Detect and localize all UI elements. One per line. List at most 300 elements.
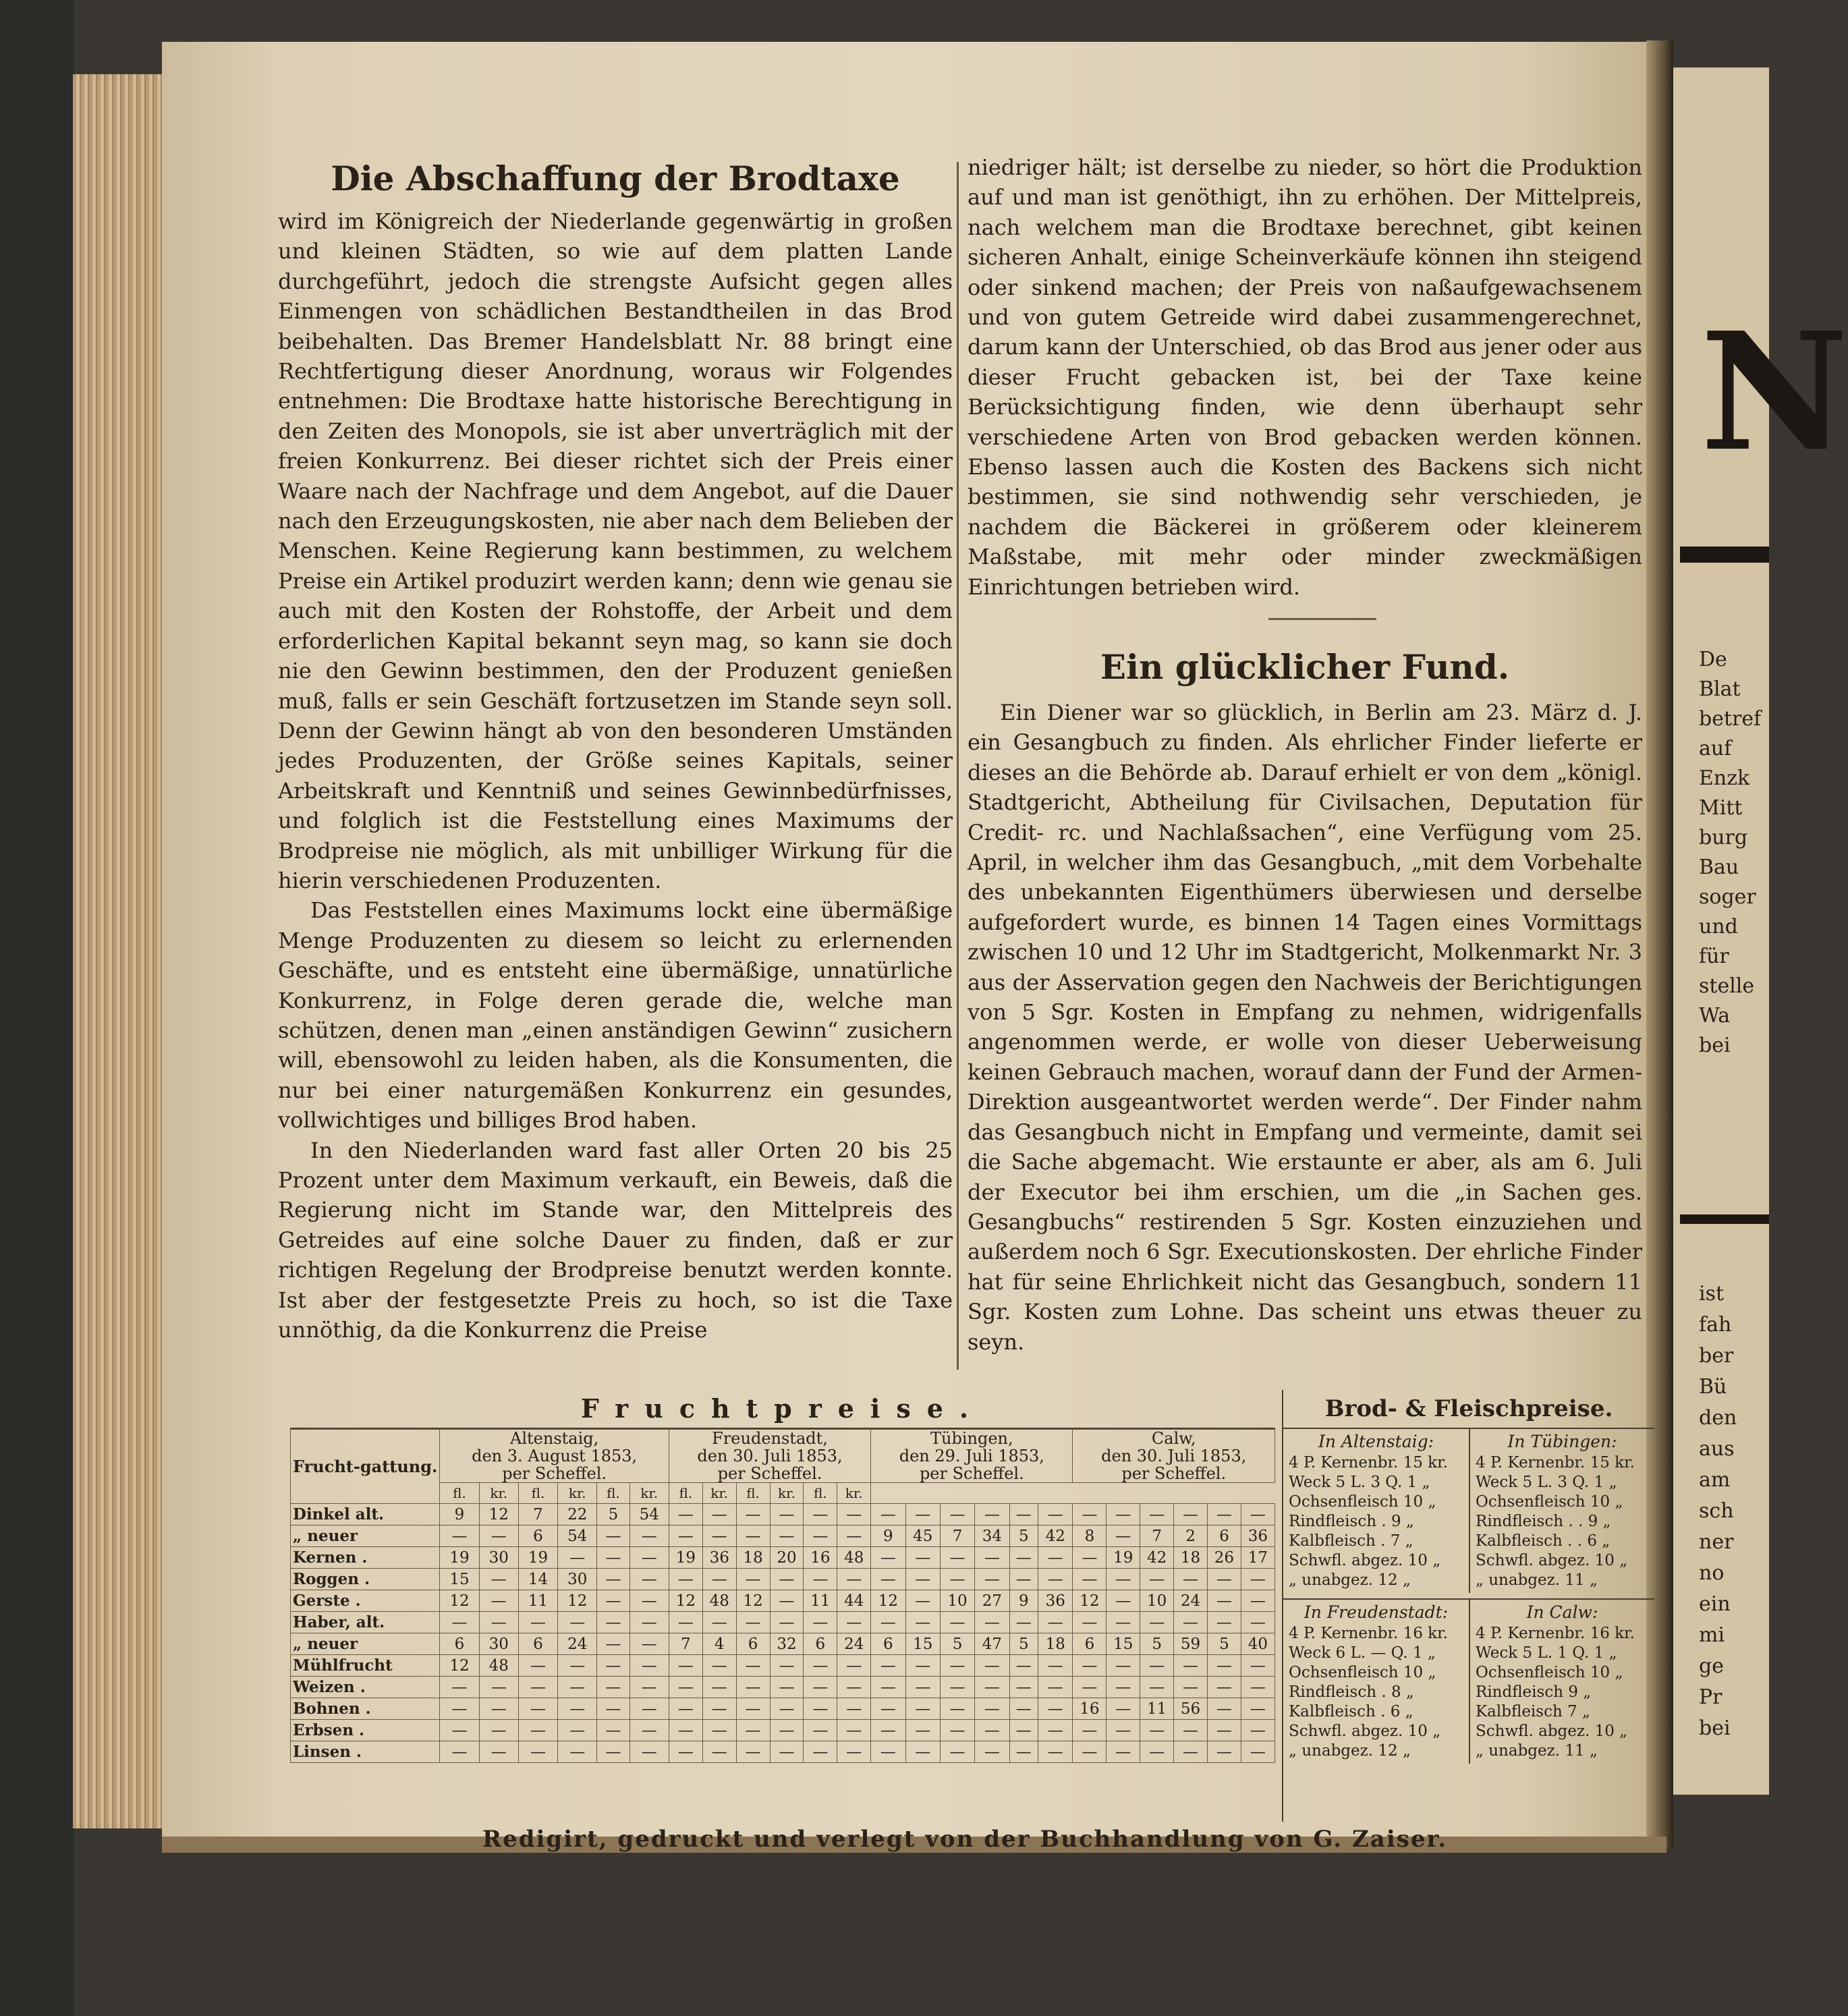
brodpreise-line: Weck 5 L. 3 Q. 1 „ [1289, 1474, 1430, 1491]
price-cell: — [871, 1612, 905, 1633]
market-header-place: Freudenstadt, [712, 1429, 828, 1448]
table-row [291, 1741, 1275, 1763]
price-cell: — [629, 1741, 669, 1763]
unit-label: kr. [629, 1483, 669, 1504]
unit-label: kr. [702, 1483, 736, 1504]
price-cell: — [975, 1741, 1009, 1763]
price-cell: — [597, 1741, 629, 1763]
price-cell: — [629, 1633, 669, 1655]
price-cell: — [1038, 1698, 1073, 1720]
price-cell: 10 [940, 1590, 974, 1612]
price-cell: — [1241, 1612, 1275, 1633]
grain-name: Erbsen . [291, 1720, 440, 1741]
price-cell: — [558, 1677, 597, 1698]
grain-name: Haber, alt. [291, 1612, 440, 1633]
next-page-line: bei [1699, 1716, 1731, 1740]
next-page-line: Bau [1699, 856, 1739, 879]
price-cell: — [1073, 1504, 1107, 1525]
table-row [291, 1612, 1275, 1633]
price-cell: — [1207, 1655, 1241, 1677]
next-page-line: ner [1699, 1530, 1734, 1554]
price-cell: — [905, 1698, 940, 1720]
price-cell: — [1207, 1677, 1241, 1698]
price-cell: — [905, 1590, 940, 1612]
price-cell: — [1241, 1698, 1275, 1720]
table-row [291, 1547, 1275, 1569]
price-cell: 6 [804, 1633, 837, 1655]
price-cell: — [736, 1655, 770, 1677]
brodpreise-line: „ unabgez. 11 „ [1476, 1571, 1598, 1589]
price-cell: 54 [629, 1504, 669, 1525]
price-cell: 4 [702, 1633, 736, 1655]
next-page-line: Mitt [1699, 796, 1743, 820]
brodpreise-line: „ unabgez. 12 „ [1289, 1742, 1411, 1760]
price-cell: — [1038, 1655, 1073, 1677]
price-cell: — [702, 1720, 736, 1741]
unit-label: kr. [479, 1483, 518, 1504]
price-cell: — [837, 1504, 871, 1525]
price-cell: — [975, 1547, 1009, 1569]
article2-title-block [968, 642, 1642, 692]
next-page-line: den [1699, 1406, 1737, 1430]
price-cell: — [558, 1547, 597, 1569]
table-row [291, 1698, 1275, 1720]
price-cell: 32 [770, 1633, 804, 1655]
next-page-fragment [1673, 67, 1848, 1795]
price-cell: — [1207, 1504, 1241, 1525]
price-cell: 20 [770, 1547, 804, 1569]
price-cell: — [1009, 1547, 1038, 1569]
price-cell: 7 [1140, 1525, 1174, 1547]
price-cell: 45 [905, 1525, 940, 1547]
price-cell: 19 [440, 1547, 479, 1569]
price-cell: 48 [702, 1590, 736, 1612]
fruchtpreise-corner: Frucht-gattung. [291, 1430, 440, 1504]
price-cell: 59 [1174, 1633, 1208, 1655]
price-cell: — [1038, 1504, 1073, 1525]
next-page-line: betref [1699, 707, 1762, 731]
price-cell: — [1038, 1547, 1073, 1569]
price-cell: 24 [1174, 1590, 1208, 1612]
grain-name: Dinkel alt. [291, 1504, 440, 1525]
market-header-place: Tübingen, [930, 1429, 1013, 1448]
price-cell: — [871, 1677, 905, 1698]
price-cell: — [479, 1741, 518, 1763]
price-cell: — [1174, 1612, 1208, 1633]
page-edges [73, 74, 167, 1828]
price-cell: 18 [1038, 1633, 1073, 1655]
price-cell: — [736, 1741, 770, 1763]
price-cell: — [1073, 1569, 1107, 1590]
price-cell: 11 [518, 1590, 557, 1612]
price-cell: — [1207, 1720, 1241, 1741]
price-cell: — [1073, 1655, 1107, 1677]
price-cell: — [1107, 1569, 1140, 1590]
price-cell: — [804, 1569, 837, 1590]
price-cell: — [837, 1698, 871, 1720]
brodpreise-line: Weck 5 L. 3 Q. 1 „ [1476, 1474, 1617, 1491]
price-cell: — [1073, 1741, 1107, 1763]
price-cell: — [770, 1525, 804, 1547]
brodpreise-line: Schwfl. abgez. 10 „ [1289, 1552, 1441, 1569]
price-cell: — [940, 1741, 974, 1763]
next-page-line: stelle [1699, 974, 1755, 998]
unit-label: kr. [837, 1483, 871, 1504]
price-cell: — [1009, 1720, 1038, 1741]
price-cell: — [905, 1569, 940, 1590]
price-cell: — [837, 1741, 871, 1763]
price-cell: — [702, 1504, 736, 1525]
price-cell: — [479, 1677, 518, 1698]
table-row [291, 1633, 1275, 1655]
price-cell: 16 [1073, 1698, 1107, 1720]
price-cell: — [669, 1525, 702, 1547]
price-cell: — [1241, 1677, 1275, 1698]
price-cell: 30 [558, 1569, 597, 1590]
price-cell: — [479, 1569, 518, 1590]
price-cell: 12 [440, 1655, 479, 1677]
price-cell: 9 [871, 1525, 905, 1547]
price-cell: — [1207, 1612, 1241, 1633]
price-cell: — [736, 1569, 770, 1590]
price-cell: — [440, 1698, 479, 1720]
price-cell: — [440, 1525, 479, 1547]
brodpreise-line: Rindfleisch . 9 „ [1289, 1513, 1414, 1530]
price-cell: — [597, 1612, 629, 1633]
price-cell: 5 [1009, 1633, 1038, 1655]
price-cell: — [479, 1590, 518, 1612]
price-cell: — [1009, 1677, 1038, 1698]
price-cell: — [940, 1612, 974, 1633]
price-cell: — [1009, 1504, 1038, 1525]
price-cell: — [871, 1504, 905, 1525]
price-cell: — [1073, 1720, 1107, 1741]
brodpreise-line: Ochsenfleisch 10 „ [1289, 1493, 1436, 1511]
price-cell: — [1241, 1590, 1275, 1612]
price-cell: — [940, 1504, 974, 1525]
unit-label: kr. [770, 1483, 804, 1504]
price-cell: 10 [1140, 1590, 1174, 1612]
price-cell: — [1073, 1612, 1107, 1633]
price-cell: — [558, 1720, 597, 1741]
next-page-line: De [1699, 648, 1727, 671]
price-cell: 5 [1140, 1633, 1174, 1655]
fruchtpreise-title: Fruchtpreise. [290, 1390, 1275, 1429]
next-page-rule [1680, 547, 1769, 563]
table-row [291, 1677, 1275, 1698]
price-cell: — [1038, 1612, 1073, 1633]
market-header-date: den 30. Juli 1853, [1101, 1447, 1247, 1465]
price-cell: 6 [518, 1525, 557, 1547]
brodpreise-place-name: In Altenstaig: [1318, 1432, 1434, 1451]
price-cell: — [871, 1547, 905, 1569]
price-cell: — [736, 1677, 770, 1698]
price-cell: 12 [440, 1590, 479, 1612]
price-cell: — [1009, 1698, 1038, 1720]
price-cell: — [597, 1569, 629, 1590]
brodpreise-line: 4 P. Kernenbr. 16 kr. [1476, 1625, 1635, 1642]
unit-label: fl. [736, 1483, 770, 1504]
brodpreise-line: Rindfleisch . 8 „ [1289, 1683, 1414, 1701]
market-header [669, 1430, 870, 1483]
brodpreise-grid-top [1283, 1429, 1654, 1593]
market-header-unit: per Scheffel. [502, 1464, 607, 1483]
price-cell: 12 [479, 1504, 518, 1525]
brodpreise-line: Kalbfleisch . 7 „ [1289, 1532, 1413, 1550]
price-cell: — [804, 1655, 837, 1677]
price-cell: — [804, 1741, 837, 1763]
price-cell: 5 [1009, 1525, 1038, 1547]
price-cell: — [558, 1698, 597, 1720]
price-cell: — [702, 1677, 736, 1698]
price-cell: — [770, 1720, 804, 1741]
price-cell: — [1207, 1590, 1241, 1612]
price-cell: — [736, 1612, 770, 1633]
grain-name: Linsen . [291, 1741, 440, 1763]
brodpreise-line: Schwfl. abgez. 10 „ [1476, 1552, 1628, 1569]
price-cell: 48 [479, 1655, 518, 1677]
price-cell: 6 [440, 1633, 479, 1655]
price-cell: — [975, 1569, 1009, 1590]
price-cell: — [804, 1677, 837, 1698]
price-cell: — [804, 1698, 837, 1720]
price-cell: — [940, 1569, 974, 1590]
grain-name: Roggen . [291, 1569, 440, 1590]
price-cell: 5 [1207, 1633, 1241, 1655]
price-cell: — [597, 1720, 629, 1741]
price-cell: — [770, 1655, 804, 1677]
price-cell: — [871, 1569, 905, 1590]
price-cell: — [1174, 1504, 1208, 1525]
price-cell: — [871, 1655, 905, 1677]
price-cell: — [940, 1698, 974, 1720]
price-cell: 6 [1207, 1525, 1241, 1547]
price-cell: — [1140, 1504, 1174, 1525]
price-cell: — [669, 1698, 702, 1720]
price-cell: — [837, 1677, 871, 1698]
price-cell: 11 [804, 1590, 837, 1612]
article1-title: Die Abschaffung der Brodtaxe [331, 159, 900, 198]
price-cell: 48 [837, 1547, 871, 1569]
price-cell: 30 [479, 1633, 518, 1655]
price-cell: — [629, 1612, 669, 1633]
price-cell: — [804, 1612, 837, 1633]
price-cell: — [702, 1698, 736, 1720]
price-cell: 19 [669, 1547, 702, 1569]
unit-label: fl. [804, 1483, 837, 1504]
price-cell: 16 [804, 1547, 837, 1569]
grain-name: „ neuer [291, 1633, 440, 1655]
market-header-unit: per Scheffel. [717, 1464, 822, 1483]
price-cell: 15 [905, 1633, 940, 1655]
price-cell: — [1009, 1612, 1038, 1633]
price-cell: — [1140, 1569, 1174, 1590]
market-header-date: den 3. August 1853, [472, 1447, 638, 1465]
market-header-date: den 30. Juli 1853, [697, 1447, 843, 1465]
price-cell: — [558, 1655, 597, 1677]
price-cell: — [702, 1741, 736, 1763]
price-cell: — [1009, 1569, 1038, 1590]
price-cell: — [629, 1547, 669, 1569]
next-page-line: ein [1699, 1592, 1731, 1616]
price-cell: — [669, 1655, 702, 1677]
price-cell: — [1073, 1547, 1107, 1569]
price-cell: 36 [1241, 1525, 1275, 1547]
price-cell: 9 [440, 1504, 479, 1525]
table-row [291, 1590, 1275, 1612]
price-cell: 9 [1009, 1590, 1038, 1612]
price-cell: — [905, 1504, 940, 1525]
price-cell: — [597, 1655, 629, 1677]
next-page-headline-letter: N [1700, 297, 1848, 487]
price-cell: 7 [940, 1525, 974, 1547]
next-page-line: burg [1699, 826, 1748, 849]
price-cell: 24 [837, 1633, 871, 1655]
price-cell: — [940, 1655, 974, 1677]
price-cell: — [905, 1612, 940, 1633]
price-cell: 56 [1174, 1698, 1208, 1720]
brodpreise-line: 4 P. Kernenbr. 15 kr. [1289, 1454, 1448, 1472]
price-cell: 14 [518, 1569, 557, 1590]
article-separator [1268, 618, 1376, 620]
article1-paragraph: In den Niederlanden ward fast aller Orten 20 bis 25 Prozent unter dem Maximum verkauft, ein Beweis, daß die Regierung nicht im Stande war, den Mittelpreis des Getreides auf eine solche Dauer zu finden, daß er zur richtigen Regelung der Brodpreise benutzt werden konnte. Ist aber der festgesetzte Preis zu hoch, so ist die Taxe unnöthig, da die Konkurrenz die Preise [278, 1137, 953, 1343]
price-cell: 34 [975, 1525, 1009, 1547]
price-cell: — [770, 1590, 804, 1612]
price-cell: 19 [1107, 1547, 1140, 1569]
price-cell: 36 [1038, 1590, 1073, 1612]
price-cell: — [770, 1698, 804, 1720]
market-header-unit: per Scheffel. [919, 1464, 1024, 1483]
market-header-place: Altenstaig, [510, 1429, 599, 1448]
price-cell: — [804, 1504, 837, 1525]
brodpreise-grid-bottom [1283, 1598, 1654, 1764]
price-cell: — [940, 1720, 974, 1741]
price-cell: — [770, 1569, 804, 1590]
price-cell: 8 [1073, 1525, 1107, 1547]
price-cell: — [558, 1741, 597, 1763]
price-cell: — [1107, 1698, 1140, 1720]
price-cell: — [736, 1525, 770, 1547]
price-cell: 5 [940, 1633, 974, 1655]
price-cell: — [669, 1677, 702, 1698]
price-cell: — [518, 1655, 557, 1677]
price-cell: 15 [440, 1569, 479, 1590]
fruchtpreise-table [290, 1429, 1275, 1763]
table-row [291, 1504, 1275, 1525]
next-page-line: Bü [1699, 1375, 1727, 1399]
column-right-bottom [968, 698, 1642, 1357]
price-cell: — [479, 1612, 518, 1633]
price-cell: 12 [669, 1590, 702, 1612]
price-cell: — [770, 1741, 804, 1763]
market-header-unit: per Scheffel. [1121, 1464, 1227, 1483]
next-page-line: Enzk [1699, 766, 1750, 790]
price-cell: 12 [558, 1590, 597, 1612]
price-cell: 15 [1107, 1633, 1140, 1655]
price-cell: — [1107, 1612, 1140, 1633]
price-cell: 26 [1207, 1547, 1241, 1569]
price-cell: — [871, 1698, 905, 1720]
market-header [1073, 1430, 1275, 1483]
brodpreise-place-name: In Freudenstadt: [1304, 1602, 1449, 1622]
price-cell: 6 [1073, 1633, 1107, 1655]
price-cell: 12 [871, 1590, 905, 1612]
article2-title: Ein glücklicher Fund. [1100, 647, 1510, 687]
price-cell: — [629, 1569, 669, 1590]
brodpreise-line: „ unabgez. 11 „ [1476, 1742, 1598, 1760]
book-cover [0, 0, 74, 2016]
price-cell: — [1038, 1677, 1073, 1698]
price-cell: — [629, 1698, 669, 1720]
price-cell: 44 [837, 1590, 871, 1612]
price-cell: 12 [736, 1590, 770, 1612]
table-row [291, 1720, 1275, 1741]
price-cell: — [597, 1590, 629, 1612]
price-cell: 42 [1140, 1547, 1174, 1569]
price-cell: — [1207, 1569, 1241, 1590]
fruchtpreise-table-block [290, 1390, 1275, 1822]
price-cell: 24 [558, 1633, 597, 1655]
grain-name: Mühlfrucht [291, 1655, 440, 1677]
price-cell: — [558, 1612, 597, 1633]
brodpreise-line: Schwfl. abgez. 10 „ [1289, 1723, 1441, 1740]
price-cell: 22 [558, 1504, 597, 1525]
price-cell: — [1174, 1741, 1208, 1763]
price-cell: — [1140, 1655, 1174, 1677]
price-cell: — [804, 1525, 837, 1547]
price-cell: — [1073, 1677, 1107, 1698]
price-cell: — [1038, 1569, 1073, 1590]
brodpreise-line: Kalbfleisch . 6 „ [1289, 1703, 1413, 1720]
article2-text: Ein Diener war so glücklich, in Berlin am 23. März d. J. ein Gesangbuch zu finden. Als ehrlicher Finder lieferte er dieses an die Behörde ab. Darauf erhielt er von dem „königl. Stadtgericht, Abtheilung für Civilsachen, Deputation für Credit- rc. und Nachlaßsachen“, eine Verfügung vom 25. April, in welcher ihm das Gesangbuch, „mit dem Vorbehalte des unbekannten Eigenthümers überwiesen und derselbe aufgefordert wurde, es binnen 14 Tagen eines Vormittags zwischen 10 und 12 Uhr im Stadtgericht, Molkenmarkt Nr. 3 aus der Asservation gegen den Nachweis der Berichtigungen von 5 Sgr. Kosten in Empfang zu nehmen, widrigenfalls angenommen werde, er wolle von dieser Ueberweisung keinen Gebrauch machen, worauf dann der Fund der Armen-Direktion ausgeantwortet werden werde“. Der Finder nahm das Gesangbuch nicht in Empfang und vermeinte, damit sei die Sache abgemacht. Wie erstaunte er aber, als am 6. Juli der Executor bei ihm erschien, um die „in Sachen ges. Gesangbuchs“ restirenden 5 Sgr. Kosten einzuziehen und außerdem noch 6 Sgr. Executionskosten. Der ehrliche Finder hat für seine Ehrlichkeit nicht das Gesangbuch, sondern 11 Sgr. Kosten zum Lohne. Das scheint uns etwas theuer zu seyn. [968, 700, 1642, 1355]
price-cell: 36 [702, 1547, 736, 1569]
price-cell: — [669, 1569, 702, 1590]
unit-label: fl. [440, 1483, 479, 1504]
brodpreise-line: Ochsenfleisch 10 „ [1289, 1664, 1436, 1681]
price-cell: — [1207, 1698, 1241, 1720]
price-cell: — [837, 1655, 871, 1677]
next-page-line: no [1699, 1561, 1725, 1585]
table-row [291, 1655, 1275, 1677]
price-cell: — [837, 1612, 871, 1633]
unit-label: fl. [669, 1483, 702, 1504]
price-cell: — [905, 1677, 940, 1698]
price-cell: — [669, 1720, 702, 1741]
brodpreise-place [1469, 1600, 1654, 1764]
article1-paragraph: wird im Königreich der Niederlande gegenwärtig in großen und kleinen Städten, so wie auf dem platten Lande durchgeführt, jedoch die strengste Aufsicht gegen alles Einmengen von schädlichen Bestandtheilen in das Brod beibehalten. Das Bremer Handelsblatt Nr. 88 bringt eine Rechtfertigung dieser Anordnung, woraus wir Folgendes entnehmen: Die Brodtaxe hatte historische Berechtigung in den Zeiten des Monopols, sie ist aber unverträglich mit der freien Konkurrenz. Bei dieser richtet sich der Preis einer Waare nach der Nachfrage und dem Angebot, auf die Dauer nach den Erzeugungskosten, nie aber nach dem Belieben der Menschen. Keine Regierung kann bestimmen, zu welchem Preise ein Artikel produzirt werden kann; denn wie genau sie auch mit den Kosten der Rohstoffe, der Arbeit und dem erforderlichen Kapital bekannt seyn mag, so kann sie doch nie den Gewinn bestimmen, den der Produzent genießen muß, falls er sein Geschäft fortzusetzen im Stande seyn soll. Denn der Gewinn hängt ab von den besonderen Umständen jedes Produzenten, der Größe seines Kapitals, seiner Arbeitskraft und Kenntniß und seines Gewinnbedürfnisses, und folglich ist die Feststellung eines Maximums der Brodpreise nie möglich, als mit unbilliger Wirkung für die hierin verschiedenen Produzenten. [278, 208, 953, 893]
article1-title-block [278, 154, 953, 204]
brodpreise-line: 4 P. Kernenbr. 15 kr. [1476, 1454, 1635, 1472]
price-cell: — [702, 1612, 736, 1633]
price-cell: — [1241, 1569, 1275, 1590]
brodpreise-line: Kalbfleisch 7 „ [1476, 1703, 1590, 1720]
price-cell: — [736, 1720, 770, 1741]
grain-name: Bohnen . [291, 1698, 440, 1720]
price-cell: — [1038, 1741, 1073, 1763]
price-cell: 7 [518, 1504, 557, 1525]
price-cell: — [1207, 1741, 1241, 1763]
price-cell: — [1140, 1720, 1174, 1741]
brodpreise-line: Rindfleisch . . 9 „ [1476, 1513, 1611, 1530]
price-cell: — [1107, 1504, 1140, 1525]
price-cell: — [440, 1720, 479, 1741]
price-cell: 18 [736, 1547, 770, 1569]
price-cell: 6 [736, 1633, 770, 1655]
price-cell: — [770, 1504, 804, 1525]
price-cell: — [736, 1504, 770, 1525]
price-cell: — [940, 1677, 974, 1698]
next-page-line: mi [1699, 1623, 1725, 1647]
